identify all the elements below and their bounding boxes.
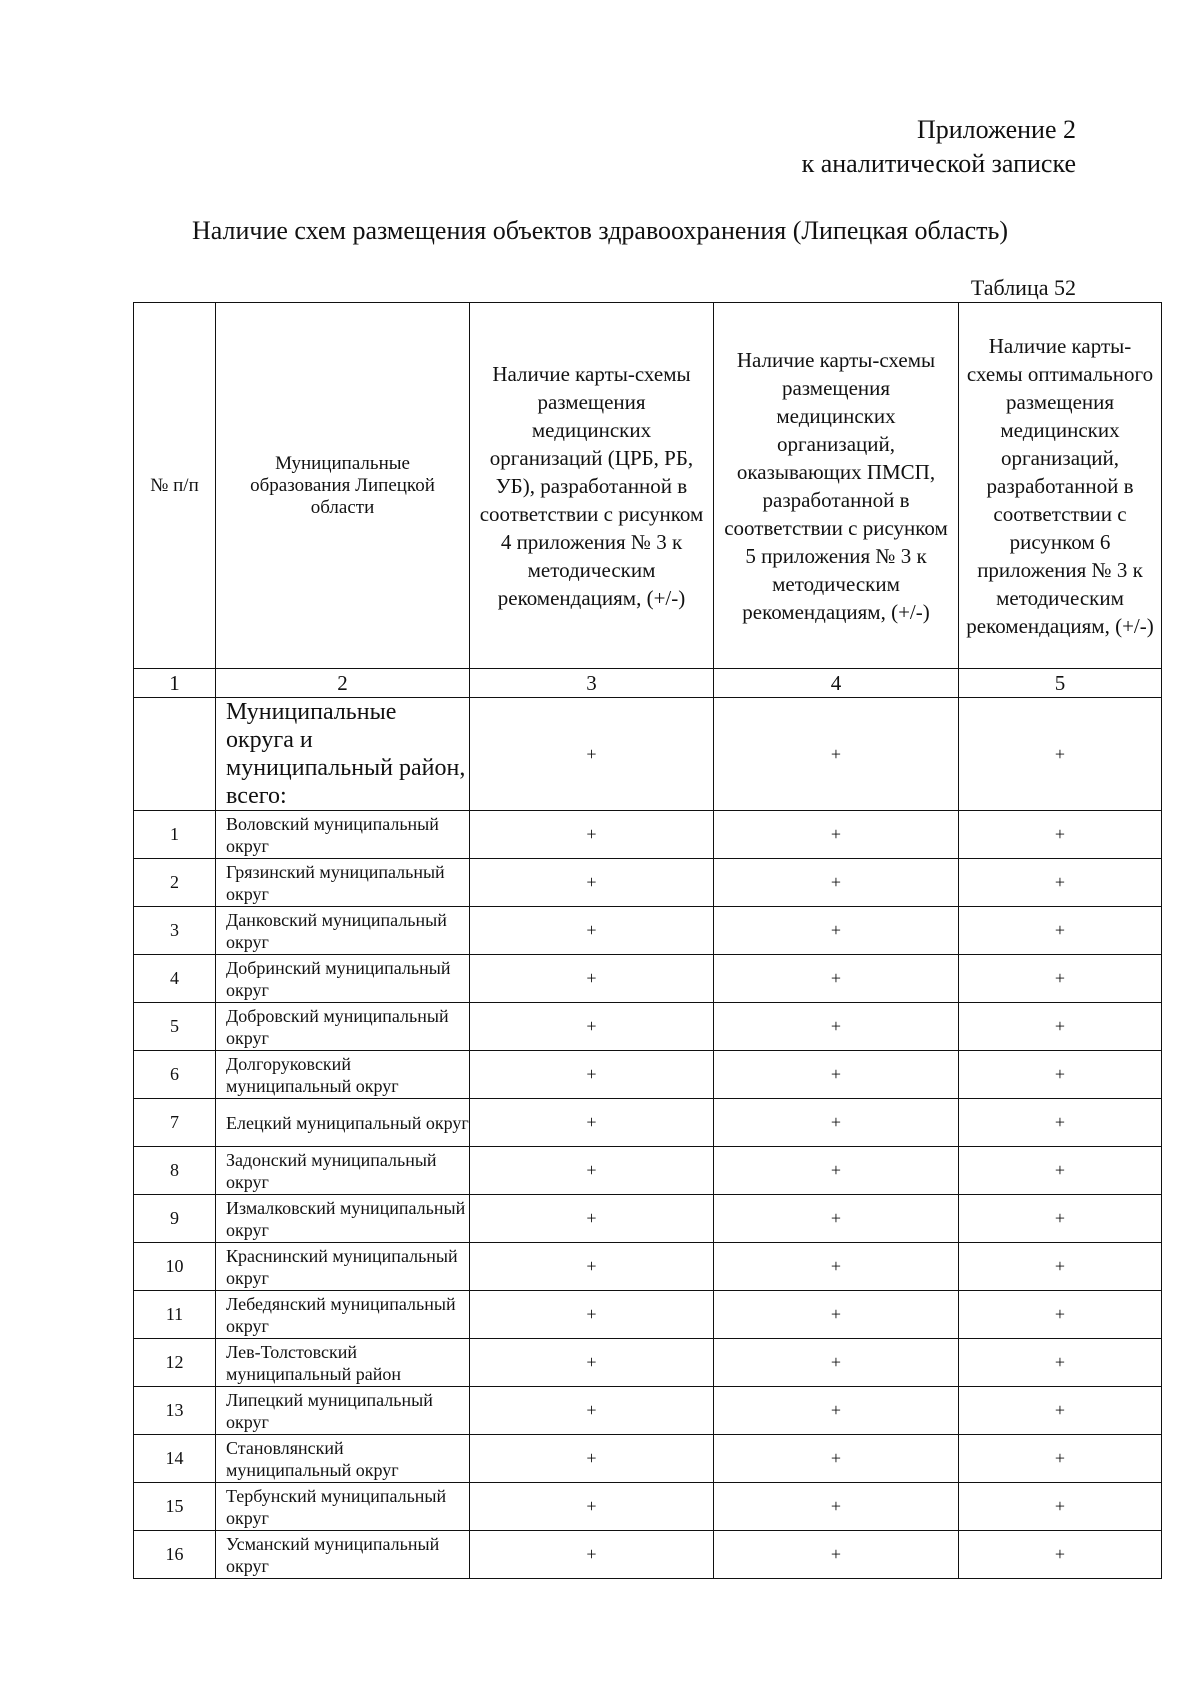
map-scheme-col3: + bbox=[470, 1099, 714, 1147]
table-row bbox=[134, 1387, 1162, 1435]
map-scheme-col3: + bbox=[470, 1243, 714, 1291]
row-number: 6 bbox=[134, 1051, 216, 1099]
map-scheme-col5: + bbox=[959, 1003, 1162, 1051]
row-number: 3 bbox=[134, 907, 216, 955]
map-scheme-col4: + bbox=[714, 1339, 959, 1387]
map-scheme-col3: + bbox=[470, 1147, 714, 1195]
column-header: Наличие карты-схемы оптимального размещения медицинских организаций, разработанной в соответствии с рисунком 6 приложения № 3 к методическим рекомендациям, (+/-) bbox=[959, 303, 1162, 669]
table-row bbox=[134, 1051, 1162, 1099]
map-scheme-col5: + bbox=[959, 1291, 1162, 1339]
total-row-value: + bbox=[959, 698, 1162, 811]
map-scheme-col3: + bbox=[470, 811, 714, 859]
map-scheme-col5: + bbox=[959, 1531, 1162, 1579]
column-header: Наличие карты-схемы размещения медицинских организаций (ЦРБ, РБ, УБ), разработанной в соответствии с рисунком 4 приложения № 3 к методическим рекомендациям, (+/-) bbox=[470, 303, 714, 669]
municipality-name: Липецкий муниципальный округ bbox=[216, 1387, 470, 1435]
appendix-line-1: Приложение 2 bbox=[916, 115, 1076, 144]
row-number: 4 bbox=[134, 955, 216, 1003]
column-number-row bbox=[134, 669, 1162, 698]
row-number: 5 bbox=[134, 1003, 216, 1051]
municipality-name: Лебедянский муниципальный округ bbox=[216, 1291, 470, 1339]
municipality-name: Тербунский муниципальный округ bbox=[216, 1483, 470, 1531]
column-number: 5 bbox=[959, 669, 1162, 698]
map-scheme-col4: + bbox=[714, 1051, 959, 1099]
map-scheme-col3: + bbox=[470, 1483, 714, 1531]
map-scheme-col5: + bbox=[959, 1195, 1162, 1243]
municipality-name: Данковский муниципальный округ bbox=[216, 907, 470, 955]
map-scheme-col5: + bbox=[959, 1387, 1162, 1435]
map-scheme-col5: + bbox=[959, 1339, 1162, 1387]
table-row bbox=[134, 1003, 1162, 1051]
total-row-value: + bbox=[714, 698, 959, 811]
row-number: 9 bbox=[134, 1195, 216, 1243]
map-scheme-col5: + bbox=[959, 1147, 1162, 1195]
column-number: 1 bbox=[134, 669, 216, 698]
map-scheme-col4: + bbox=[714, 1387, 959, 1435]
row-number: 7 bbox=[134, 1099, 216, 1147]
row-number: 15 bbox=[134, 1483, 216, 1531]
map-scheme-col3: + bbox=[470, 955, 714, 1003]
municipality-name: Воловский муниципальный округ bbox=[216, 811, 470, 859]
row-number: 1 bbox=[134, 811, 216, 859]
municipality-name: Измалковский муниципальный округ bbox=[216, 1195, 470, 1243]
map-scheme-col4: + bbox=[714, 955, 959, 1003]
total-row-value: + bbox=[470, 698, 714, 811]
column-number: 2 bbox=[216, 669, 470, 698]
map-scheme-col4: + bbox=[714, 1195, 959, 1243]
map-scheme-col3: + bbox=[470, 1195, 714, 1243]
table-row bbox=[134, 1147, 1162, 1195]
map-scheme-col4: + bbox=[714, 859, 959, 907]
row-number: 11 bbox=[134, 1291, 216, 1339]
data-table bbox=[133, 302, 1162, 1579]
map-scheme-col4: + bbox=[714, 1291, 959, 1339]
municipality-name: Долгоруковский муниципальный округ bbox=[216, 1051, 470, 1099]
map-scheme-col4: + bbox=[714, 1483, 959, 1531]
map-scheme-col5: + bbox=[959, 955, 1162, 1003]
map-scheme-col4: + bbox=[714, 811, 959, 859]
table-row bbox=[134, 1531, 1162, 1579]
municipality-name: Добринский муниципальный округ bbox=[216, 955, 470, 1003]
map-scheme-col4: + bbox=[714, 1099, 959, 1147]
table-row bbox=[134, 1195, 1162, 1243]
table-number: Таблица 52 bbox=[970, 275, 1076, 300]
row-number: 13 bbox=[134, 1387, 216, 1435]
map-scheme-col3: + bbox=[470, 1387, 714, 1435]
column-header: № п/п bbox=[134, 303, 216, 669]
map-scheme-col4: + bbox=[714, 1147, 959, 1195]
table-row bbox=[134, 811, 1162, 859]
total-row-label: Муниципальные округа и муниципальный район, всего: bbox=[216, 698, 470, 811]
column-number: 4 bbox=[714, 669, 959, 698]
map-scheme-col5: + bbox=[959, 1243, 1162, 1291]
map-scheme-col5: + bbox=[959, 1051, 1162, 1099]
row-number: 12 bbox=[134, 1339, 216, 1387]
row-number: 16 bbox=[134, 1531, 216, 1579]
map-scheme-col4: + bbox=[714, 1531, 959, 1579]
table-row bbox=[134, 1339, 1162, 1387]
municipality-name: Лев-Толстовский муниципальный район bbox=[216, 1339, 470, 1387]
municipality-name: Задонский муниципальный округ bbox=[216, 1147, 470, 1195]
municipality-name: Добровский муниципальный округ bbox=[216, 1003, 470, 1051]
table-row bbox=[134, 1291, 1162, 1339]
table-row bbox=[134, 859, 1162, 907]
table-row bbox=[134, 907, 1162, 955]
map-scheme-col3: + bbox=[470, 1051, 714, 1099]
table-row bbox=[134, 1483, 1162, 1531]
map-scheme-col4: + bbox=[714, 1003, 959, 1051]
row-number: 14 bbox=[134, 1435, 216, 1483]
municipality-name: Краснинский муниципальный округ bbox=[216, 1243, 470, 1291]
map-scheme-col5: + bbox=[959, 907, 1162, 955]
map-scheme-col5: + bbox=[959, 1099, 1162, 1147]
total-row-number bbox=[134, 698, 216, 811]
table-row bbox=[134, 955, 1162, 1003]
column-header: Муниципальные образования Липецкой области bbox=[216, 303, 470, 669]
table-row bbox=[134, 1243, 1162, 1291]
map-scheme-col4: + bbox=[714, 1243, 959, 1291]
row-number: 10 bbox=[134, 1243, 216, 1291]
table-header-row bbox=[134, 303, 1162, 669]
map-scheme-col3: + bbox=[470, 1003, 714, 1051]
map-scheme-col3: + bbox=[470, 1531, 714, 1579]
column-header: Наличие карты-схемы размещения медицинских организаций, оказывающих ПМСП, разработанной в соответствии с рисунком 5 приложения № 3 к методическим рекомендациям, (+/-) bbox=[714, 303, 959, 669]
map-scheme-col5: + bbox=[959, 811, 1162, 859]
map-scheme-col3: + bbox=[470, 907, 714, 955]
municipality-name: Усманский муниципальный округ bbox=[216, 1531, 470, 1579]
column-number: 3 bbox=[470, 669, 714, 698]
map-scheme-col4: + bbox=[714, 1435, 959, 1483]
map-scheme-col5: + bbox=[959, 1483, 1162, 1531]
document-title: Наличие схем размещения объектов здравоохранения (Липецкая область) bbox=[191, 216, 1009, 245]
map-scheme-col4: + bbox=[714, 907, 959, 955]
municipality-name: Грязинский муниципальный округ bbox=[216, 859, 470, 907]
row-number: 8 bbox=[134, 1147, 216, 1195]
map-scheme-col3: + bbox=[470, 1435, 714, 1483]
table-row bbox=[134, 1099, 1162, 1147]
appendix-label bbox=[802, 113, 1076, 181]
total-row bbox=[134, 698, 1162, 811]
map-scheme-col3: + bbox=[470, 1339, 714, 1387]
municipality-name: Елецкий муниципальный округ bbox=[216, 1099, 470, 1147]
appendix-line-2: к аналитической записке bbox=[801, 149, 1076, 178]
map-scheme-col5: + bbox=[959, 859, 1162, 907]
map-scheme-col5: + bbox=[959, 1435, 1162, 1483]
map-scheme-col3: + bbox=[470, 1291, 714, 1339]
map-scheme-col3: + bbox=[470, 859, 714, 907]
row-number: 2 bbox=[134, 859, 216, 907]
municipality-name: Становлянский муниципальный округ bbox=[216, 1435, 470, 1483]
table-row bbox=[134, 1435, 1162, 1483]
